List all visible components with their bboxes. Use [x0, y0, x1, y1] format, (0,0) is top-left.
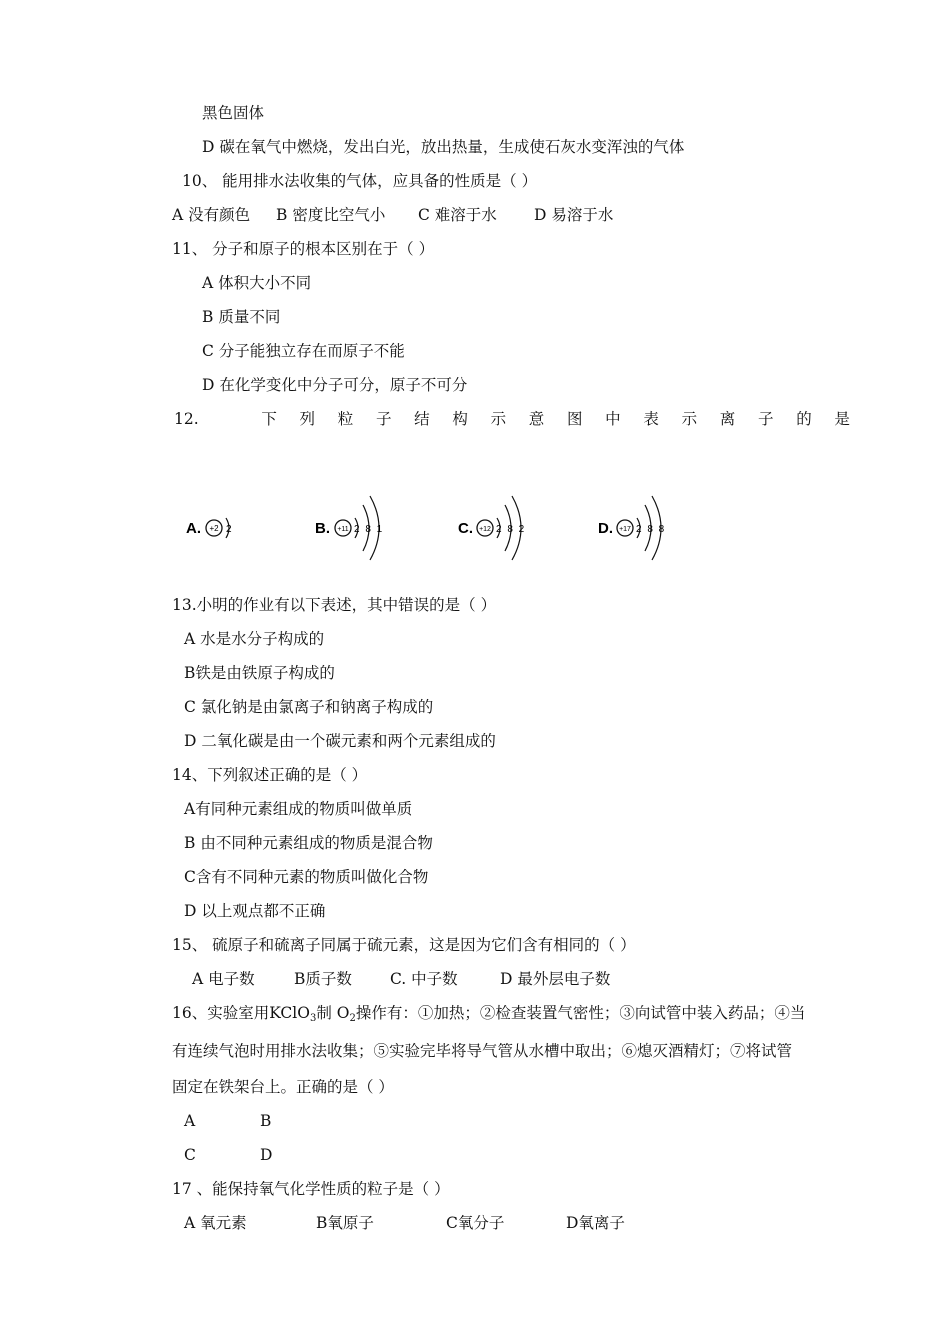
q16-options-row-2 — [184, 1145, 384, 1165]
diagram-a-label: A. — [186, 520, 201, 537]
q12-word: 下 — [261, 410, 277, 428]
q11-option-d: D 在化学变化中分子可分，原子不可分 — [202, 376, 468, 394]
q15-option-b: B质子数 — [294, 970, 352, 988]
q13-option-d: D 二氧化碳是由一个碳元素和两个元素组成的 — [184, 732, 496, 750]
q12-word: 离 — [719, 410, 736, 428]
q16-text: 操作有：①加热；②检查装置气密性；③向试管中装入药品；④当 — [355, 1004, 806, 1022]
diagram-d — [598, 496, 666, 560]
question-10: 10、 能用排水法收集的气体，应具备的性质是（ ） — [182, 172, 538, 190]
q12-word: 粒 — [337, 410, 354, 428]
q12-word: 意 — [528, 410, 545, 428]
q14-option-b: B 由不同种元素组成的物质是混合物 — [184, 834, 433, 852]
question-12 — [174, 409, 850, 429]
q10-options — [172, 205, 832, 225]
q16-subscript: 2 — [349, 1013, 356, 1024]
q15-option-c: C. 中子数 — [390, 970, 458, 988]
q15-option-d: D 最外层电子数 — [500, 970, 611, 988]
q13-option-b: B铁是由铁原子构成的 — [184, 664, 335, 682]
diagram-a — [186, 518, 232, 538]
q12-word: 中 — [605, 410, 621, 428]
q13-option-a: A 水是水分子构成的 — [184, 630, 325, 648]
q16-text: O — [297, 1004, 310, 1022]
q16-text: 制 O — [316, 1004, 350, 1022]
q15-options — [192, 969, 832, 989]
q12-word: 构 — [452, 410, 468, 428]
diagram-c-shells: 2 8 2 — [496, 524, 526, 535]
question-11: 11、 分子和原子的根本区别在于（ ） — [172, 240, 435, 258]
q12-word: 子 — [375, 410, 392, 428]
question-15: 15、 硫原子和硫离子同属于硫元素，这是因为它们含有相同的（ ） — [172, 936, 636, 954]
q16-option-b: B — [260, 1112, 272, 1130]
diagram-d-shells: 2 8 8 — [636, 524, 666, 535]
q10-option-c: C 难溶于水 — [418, 206, 497, 224]
diagram-d-label: D. — [598, 520, 613, 537]
q16-text: l — [292, 1004, 298, 1022]
question-14: 14、下列叙述正确的是（ ） — [172, 766, 368, 784]
q13-option-c: C 氯化钠是由氯离子和钠离子构成的 — [184, 698, 434, 716]
q12-word: 列 — [299, 410, 316, 428]
q10-option-a: A 没有颜色 — [172, 206, 251, 224]
q11-option-c: C 分子能独立存在而原子不能 — [202, 342, 405, 360]
question-16-line-3: 固定在铁架台上。正确的是（ ） — [172, 1078, 394, 1096]
diagram-a-nucleus: +2 — [209, 524, 219, 533]
q12-word: 是 — [834, 410, 850, 428]
q12-word: 图 — [566, 410, 583, 428]
q16-option-c: C — [184, 1146, 196, 1164]
diagram-d-nucleus: +17 — [619, 526, 631, 533]
q12-word: 示 — [681, 410, 698, 428]
diagram-b-label: B. — [315, 520, 330, 537]
q17-option-c: C氧分子 — [446, 1214, 505, 1232]
text-line: 黑色固体 — [202, 104, 265, 122]
q14-option-a: A有同种元素组成的物质叫做单质 — [184, 800, 413, 818]
q16-option-d: D — [260, 1146, 273, 1164]
q12-word: 12. — [174, 410, 199, 428]
q10-option-b: B 密度比空气小 — [276, 206, 386, 224]
q10-option-d: D 易溶于水 — [534, 206, 614, 224]
diagram-b-nucleus: +11 — [337, 526, 349, 533]
q14-option-d: D 以上观点都不正确 — [184, 902, 326, 920]
atomic-structure-diagram — [180, 490, 700, 570]
q17-option-d: D氧离子 — [566, 1214, 625, 1232]
diagram-b — [315, 496, 384, 560]
q12-word: 的 — [796, 410, 812, 428]
diagram-c — [458, 496, 526, 560]
q12-word: 子 — [757, 410, 774, 428]
q16-text: 16、实验室用KC — [172, 1004, 293, 1022]
q17-option-b: B氧原子 — [316, 1214, 374, 1232]
q17-option-a: A 氧元素 — [184, 1214, 247, 1232]
question-17: 17 、能保持氧气化学性质的粒子是（ ） — [172, 1180, 450, 1198]
q14-option-c: C含有不同种元素的物质叫做化合物 — [184, 868, 429, 886]
q12-word: 结 — [414, 410, 430, 428]
diagram-a-shells: 2 — [226, 524, 232, 535]
diagram-c-nucleus: +12 — [479, 526, 491, 533]
q15-option-a: A 电子数 — [192, 970, 255, 988]
q12-word: 表 — [643, 410, 659, 428]
q16-options-row-1 — [184, 1111, 384, 1131]
q16-subscript: 3 — [309, 1013, 317, 1024]
question-16-line-2: 有连续气泡时用排水法收集；⑤实验完毕将导气管从水槽中取出；⑥熄灭酒精灯；⑦将试管 — [172, 1042, 793, 1060]
q16-option-a: A — [184, 1112, 196, 1130]
q12-word: 示 — [490, 410, 507, 428]
diagram-c-label: C. — [458, 520, 473, 537]
option-d-q9: D 碳在氧气中燃烧，发出白光，放出热量，生成使石灰水变浑浊的气体 — [202, 138, 685, 156]
question-13: 13.小明的作业有以下表述，其中错误的是（ ） — [172, 596, 497, 614]
q11-option-a: A 体积大小不同 — [202, 274, 312, 292]
q11-option-b: B 质量不同 — [202, 308, 281, 326]
question-16-line-1 — [172, 1003, 805, 1023]
q17-options — [184, 1213, 684, 1233]
diagram-b-shells: 2 8 1 — [354, 524, 384, 535]
